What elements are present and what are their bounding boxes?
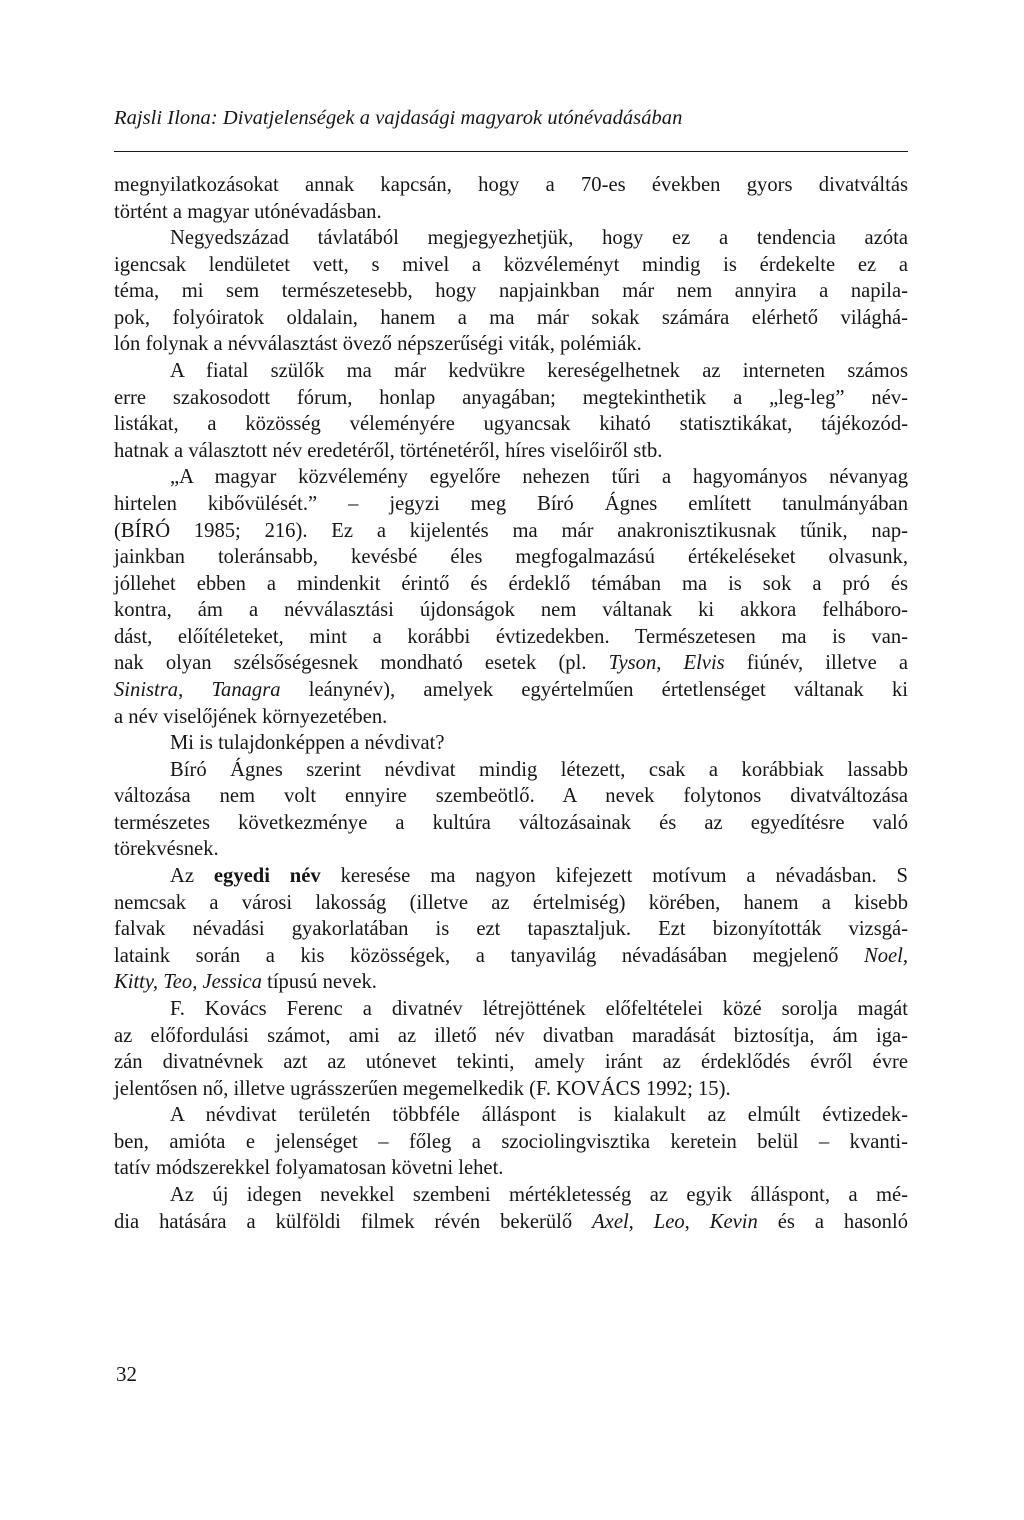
text-segment: Negyedszázad távlatából megjegyezhetjük, hogy ez a tendencia azóta: [170, 227, 908, 250]
text-segment: zán divatnévnek azt az utónevet tekinti, amely iránt az érdeklődés évről évre: [114, 1051, 908, 1074]
italic-text: Noel,: [863, 944, 908, 967]
text-line: [114, 704, 908, 731]
text-line: [114, 1023, 908, 1050]
italic-text: Tanagra: [211, 678, 281, 701]
text-line: [114, 544, 908, 571]
italic-text: Sinistra: [114, 678, 179, 701]
text-segment: A névdivat területén többféle álláspont is kialakult az elmúlt évtizedek-: [170, 1104, 908, 1127]
text-segment: téma, mi sem természetesebb, hogy napjainkban már nem annyira a napila-: [114, 280, 908, 303]
text-line: [114, 624, 908, 651]
text-segment: igencsak lendületet vett, s mivel a közvéleményt mindig is érdekelte ez a: [114, 253, 908, 276]
text-segment: pok, folyóiratok oldalain, hanem a ma már sokak számára elérhető világhá-: [114, 306, 908, 329]
paragraph: [114, 172, 908, 225]
paragraph: [114, 225, 908, 358]
text-segment: erre szakosodott fórum, honlap anyagában; megtekinthetik a „leg-leg” név-: [114, 386, 908, 409]
text-segment: listákat, a közösség véleményére ugyancsak kiható statisztikákat, tájékozód-: [114, 413, 908, 436]
text-line: [114, 969, 908, 996]
text-segment: Bíró Ágnes szerint névdivat mindig létezett, csak a korábbiak lassabb: [170, 758, 908, 781]
text-line: [114, 571, 908, 598]
text-line: [114, 411, 908, 438]
text-line: [114, 331, 908, 358]
text-segment: változása nem volt ennyire szembeötlő. A nevek folytonos divatváltozása: [114, 785, 908, 808]
text-line: [114, 836, 908, 863]
text-line: [114, 1049, 908, 1076]
italic-text: Kevin: [709, 1210, 758, 1233]
paragraph: [114, 464, 908, 730]
text-line: [114, 1102, 908, 1129]
text-segment: Az: [170, 865, 214, 888]
text-line: [114, 518, 908, 545]
text-line: [114, 730, 908, 757]
text-segment: ,: [684, 1210, 710, 1233]
page-number: 32: [116, 1362, 137, 1386]
text-line: [114, 278, 908, 305]
text-segment: „A magyar közvélemény egyelőre nehezen tűri a hagyományos névanyag: [170, 466, 908, 489]
text-line: [114, 650, 908, 677]
text-line: [114, 385, 908, 412]
paragraph: [114, 1102, 908, 1182]
text-line: [114, 996, 908, 1023]
text-line: [114, 597, 908, 624]
text-segment: nemcsak a városi lakosság (illetve az értelmiség) körében, hanem a kisebb: [114, 891, 908, 914]
text-segment: jóllehet ebben a mindenkit érintő és érdeklő témában ma is sok a pró és: [114, 572, 908, 595]
text-segment: törekvésnek.: [114, 838, 219, 861]
paragraph: [114, 996, 908, 1102]
text-line: [114, 1076, 908, 1103]
paragraph: [114, 757, 908, 863]
text-line: [114, 1182, 908, 1209]
text-segment: lón folynak a névválasztást övező népszerűségi viták, polémiák.: [114, 333, 642, 356]
text-segment: F. Kovács Ferenc a divatnév létrejöttének előfeltételei közé sorolja magát: [170, 997, 908, 1020]
text-segment: a név viselőjének környezetében.: [114, 705, 388, 728]
text-line: [114, 305, 908, 332]
text-segment: fiúnév, illetve a: [724, 652, 908, 675]
text-line: [114, 1155, 908, 1182]
text-line: [114, 225, 908, 252]
text-segment: hirtelen kibővülését.” – jegyzi meg Bíró Ágnes említett tanulmányában: [114, 492, 908, 515]
text-line: [114, 199, 908, 226]
paragraph: [114, 358, 908, 464]
text-line: [114, 1209, 908, 1236]
text-segment: megnyilatkozásokat annak kapcsán, hogy a 70-es években gyors divatváltás: [114, 174, 908, 196]
text-line: [114, 943, 908, 970]
text-segment: hatnak a választott név eredetéről, történetéről, híres viselőiről stb.: [114, 439, 663, 462]
text-segment: falvak névadási gyakorlatában is ezt tapasztaljuk. Ezt bizonyították vizsgá-: [114, 918, 908, 941]
text-line: [114, 677, 908, 704]
text-line: [114, 890, 908, 917]
text-line: [114, 252, 908, 279]
text-segment: ben, amióta e jelenséget – főleg a szociolingvisztika keretein belül – kvanti-: [114, 1130, 908, 1153]
text-segment: és a hasonló: [757, 1210, 908, 1233]
text-segment: (BÍRÓ 1985; 216). Ez a kijelentés ma már anakronisztikusnak tűnik, nap-: [114, 519, 908, 542]
text-segment: leánynév), amelyek egyértelműen értetlenséget váltanak ki: [280, 678, 908, 701]
text-segment: típusú nevek.: [261, 971, 377, 994]
text-segment: kontra, ám a névválasztási újdonságok nem váltanak ki akkora felháboro-: [114, 599, 908, 622]
text-segment: ,: [178, 678, 212, 701]
text-segment: történt a magyar utónévadásban.: [114, 200, 382, 223]
text-segment: tatív módszerekkel folyamatosan követni lehet.: [114, 1157, 504, 1180]
text-line: [114, 783, 908, 810]
text-segment: lataink során a kis közösségek, a tanyavilág névadásában megjelenő: [114, 944, 864, 967]
bold-text: egyedi név: [213, 865, 321, 888]
paragraph: [114, 730, 908, 757]
italic-text: Axel, Leo: [592, 1210, 685, 1233]
text-segment: természetes következménye a kultúra változásainak és az egyedítésre való: [114, 811, 908, 834]
text-segment: jelentősen nő, illetve ugrásszerűen megemelkedik (F. KOVÁCS 1992; 15).: [114, 1077, 731, 1100]
text-line: [114, 491, 908, 518]
text-line: [114, 172, 908, 199]
header-rule: [114, 151, 908, 152]
text-segment: dia hatására a külföldi filmek révén bekerülő: [114, 1210, 593, 1233]
text-segment: Mi is tulajdonképpen a névdivat?: [170, 732, 445, 755]
text-segment: dást, előítéleteket, mint a korábbi évtizedekben. Természetesen ma is van-: [114, 625, 908, 648]
text-line: [114, 757, 908, 784]
text-segment: keresése ma nagyon kifejezett motívum a névadásban. S: [320, 865, 908, 888]
text-segment: Az új idegen nevekkel szembeni mértékletesség az egyik álláspont, a mé-: [170, 1183, 908, 1206]
italic-text: Elvis: [683, 652, 725, 675]
text-line: [114, 464, 908, 491]
text-line: [114, 810, 908, 837]
body-text: [114, 172, 908, 1235]
text-line: [114, 438, 908, 465]
paragraph: [114, 1182, 908, 1235]
text-segment: ,: [656, 652, 684, 675]
text-segment: nak olyan szélsőségesnek mondható esetek (pl.: [114, 652, 609, 675]
text-segment: az előfordulási számot, ami az illető név divatban maradását biztosítja, ám iga-: [114, 1024, 908, 1047]
text-segment: jainkban toleránsabb, kevésbé éles megfogalmazású értékeléseket olvasunk,: [114, 546, 908, 569]
text-segment: A fiatal szülők ma már kedvükre kereségelhetnek az interneten számos: [170, 360, 908, 383]
text-line: [114, 1129, 908, 1156]
italic-text: Kitty, Teo, Jessica: [114, 971, 262, 994]
text-line: [114, 916, 908, 943]
italic-text: Tyson: [608, 652, 657, 675]
paragraph: [114, 863, 908, 996]
running-header: Rajsli Ilona: Divatjelenségek a vajdasági magyarok utónévadásában: [114, 107, 683, 129]
text-line: [114, 863, 908, 890]
text-line: [114, 358, 908, 385]
